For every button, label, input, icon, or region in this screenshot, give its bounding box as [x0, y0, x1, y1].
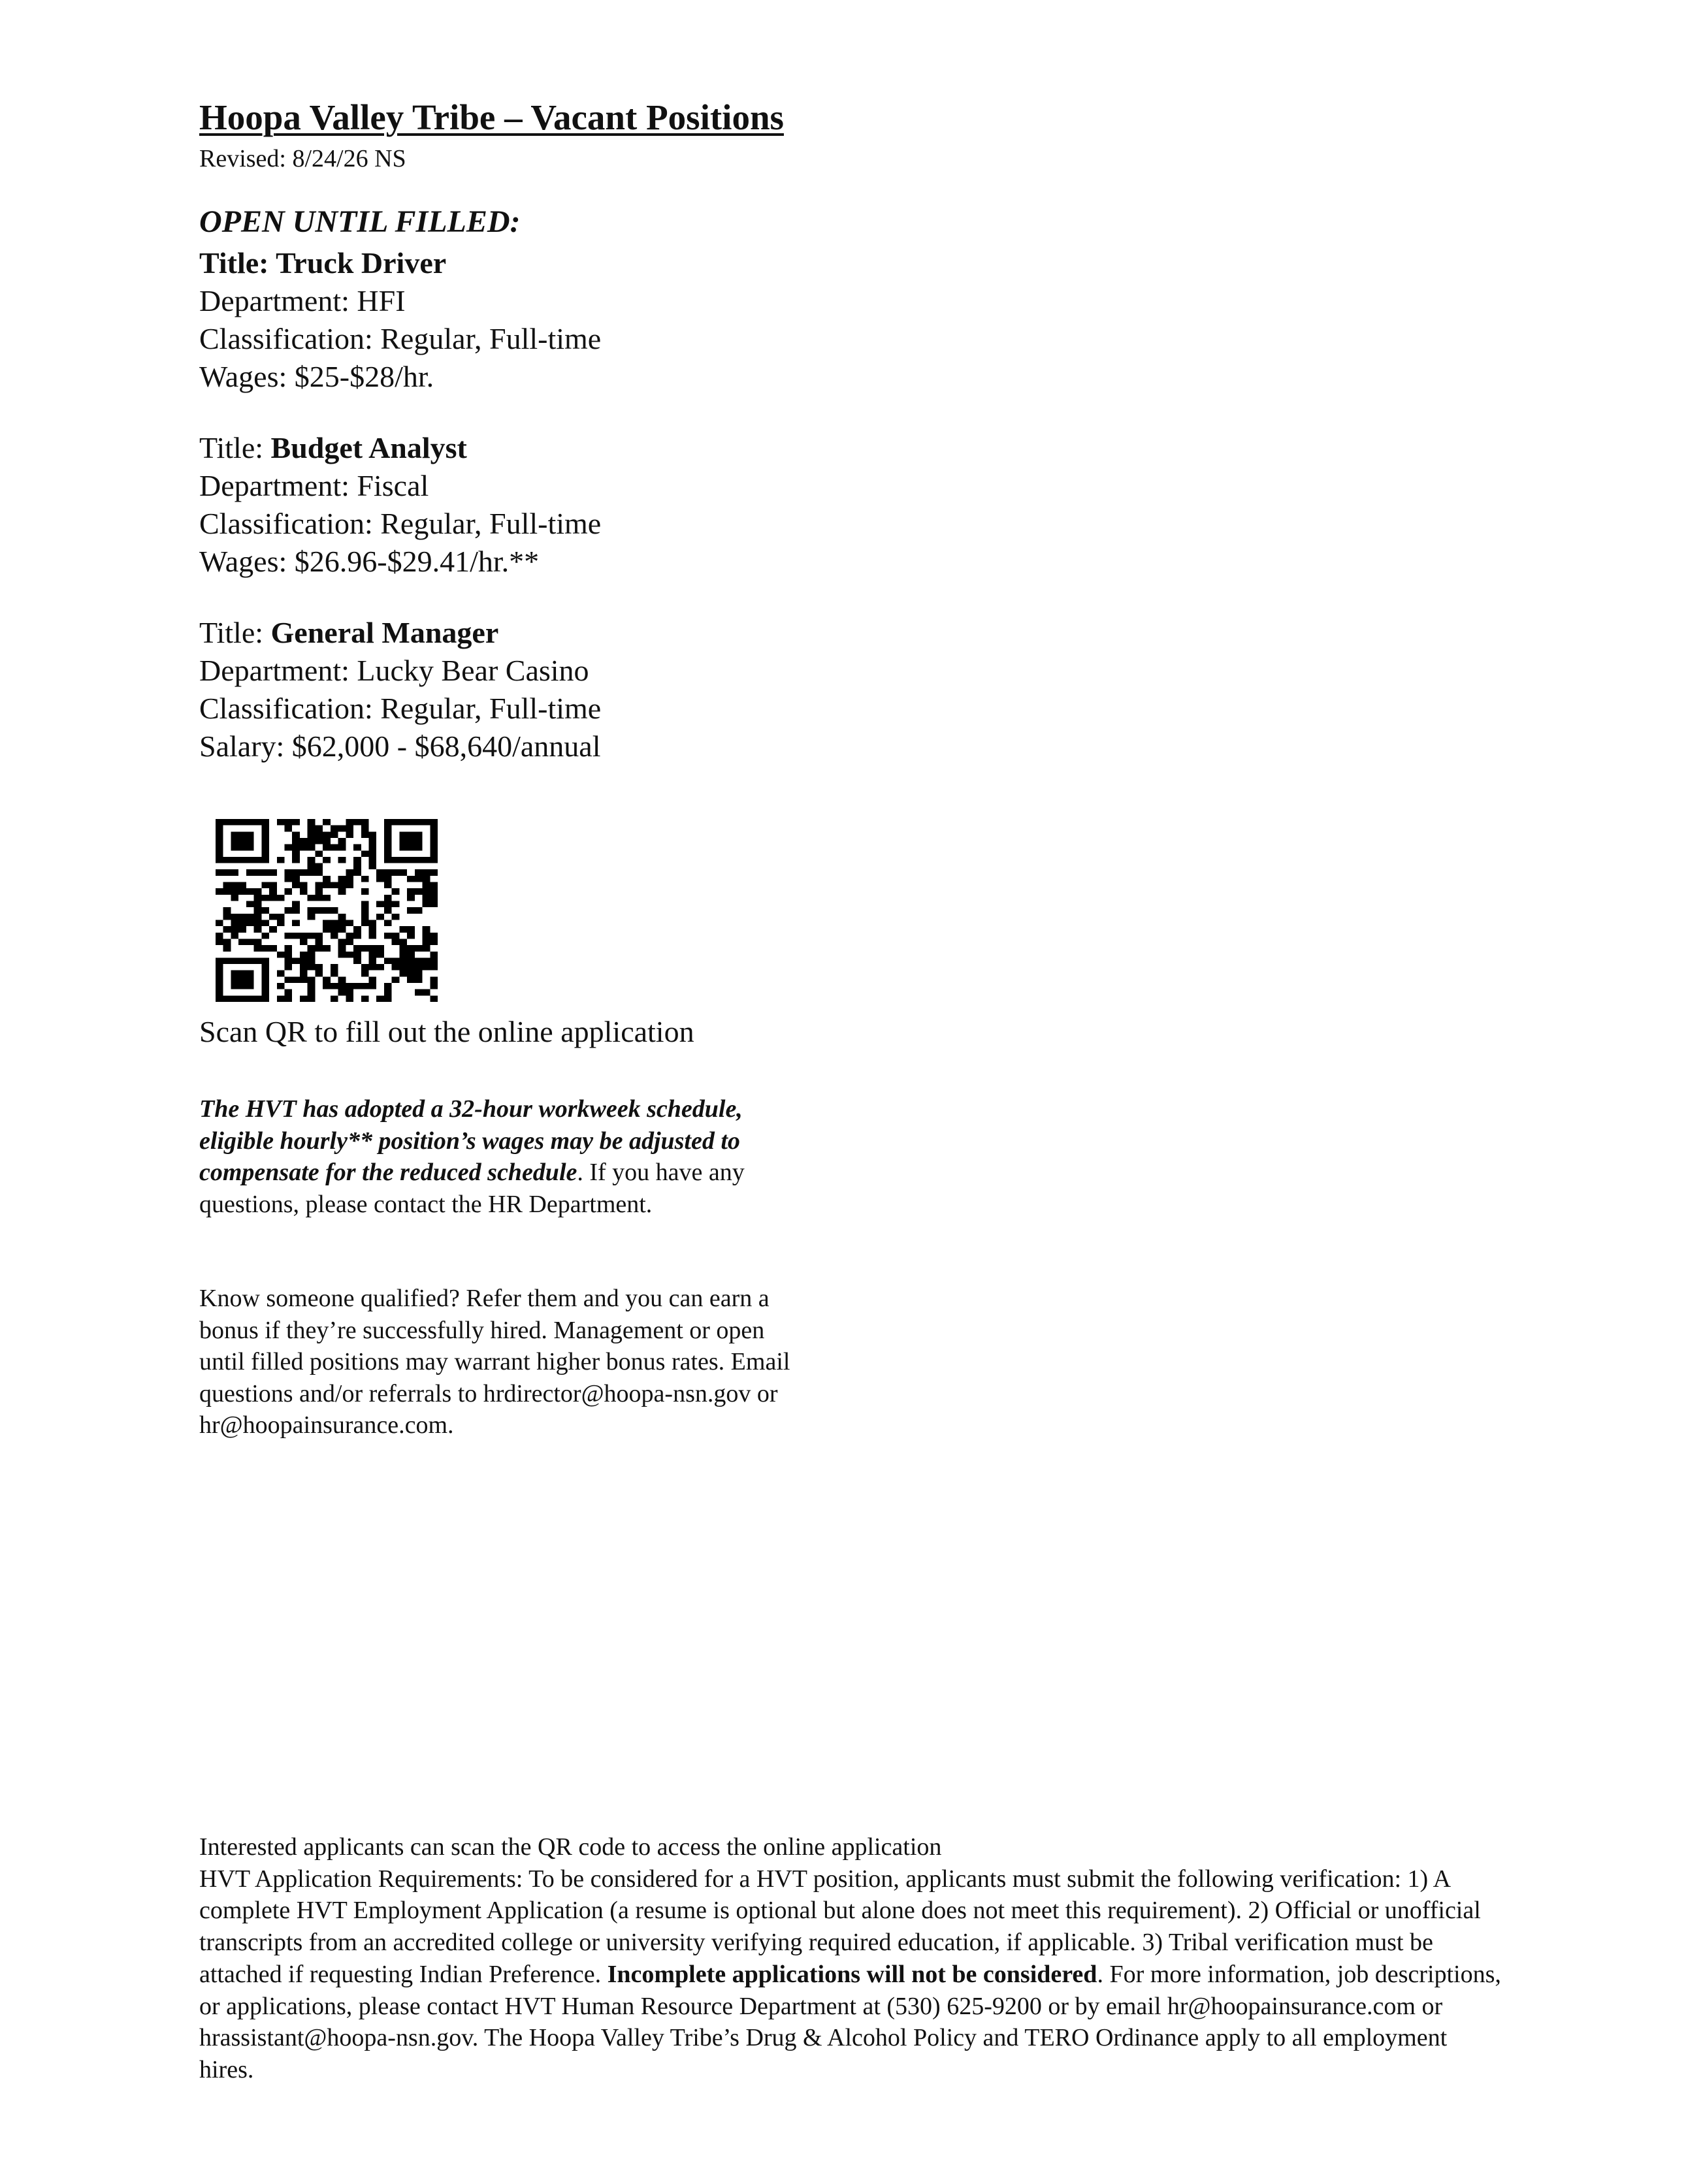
job-pay: Wages: $25-$28/hr.	[199, 360, 434, 393]
footer-requirements-paragraph	[199, 1863, 1506, 2086]
job-department: Department: HFI	[199, 284, 406, 317]
job-title-label: Title:	[199, 616, 271, 649]
policy-rest: . If you have any questions, please contact the HR Department.	[199, 1159, 745, 1218]
referral-bonus-note: Know someone qualified? Refer them and you can earn a bonus if they’re successfully hired. Management or open until filled positions may warrant higher bonus rates. Email questions and/or referrals to hrdirector@hoopa-nsn.gov or hr@hoopainsurance.com.	[199, 1285, 790, 1439]
job-title-label: Title:	[199, 246, 276, 280]
job-title: Budget Analyst	[270, 431, 467, 464]
qr-code-icon[interactable]	[216, 819, 438, 1002]
application-requirements	[199, 1831, 1506, 2086]
job-department: Department: Fiscal	[199, 469, 429, 502]
job-title-line	[199, 244, 601, 282]
job-listing-truck-driver	[199, 244, 601, 396]
job-title-label: Title:	[199, 431, 271, 464]
job-title: Truck Driver	[276, 246, 447, 280]
revised-date: Revised: 8/24/26 NS	[199, 145, 406, 172]
job-title-line	[199, 614, 601, 652]
job-listing-budget-analyst	[199, 429, 601, 581]
job-pay: Wages: $26.96-$29.41/hr.**	[199, 545, 540, 578]
job-department: Department: Lucky Bear Casino	[199, 654, 589, 687]
incomplete-warning: Incomplete applications will not be considered	[601, 1960, 1097, 1988]
workweek-policy-note	[199, 1093, 807, 1220]
job-classification: Classification: Regular, Full-time	[199, 322, 602, 355]
job-title-line	[199, 429, 601, 467]
job-title: General Manager	[270, 616, 499, 649]
job-pay: Salary: $62,000 - $68,640/annual	[199, 730, 601, 763]
requirements-text: HVT Application Requirements: To be considered for a HVT position, applicants must submit the following verification: 1) A complete HVT Employment Application (a resume is optional but alone does not meet this requirement). 2) Official or unofficial transcripts from an accredited college or university verifying required education, if applicable. 3) Tribal verification must be attached if requesting Indian Preference.	[199, 1865, 1481, 1988]
page-title: Hoopa Valley Tribe – Vacant Positions	[199, 97, 784, 137]
job-classification: Classification: Regular, Full-time	[199, 507, 602, 540]
contact-text: . For more information, job descriptions, or applications, please contact HVT Human Resource Department at (530) 625-9200 or by email hr@hoopainsurance.com or hrassistant@hoopa-nsn.gov. The Hoopa Valley Tribe’s Drug & Alcohol Policy and TERO Ordinance apply to all employment hires.	[199, 1960, 1501, 2083]
job-classification: Classification: Regular, Full-time	[199, 692, 602, 725]
qr-caption: Scan QR to fill out the online application	[199, 1015, 694, 1048]
policy-emphasis: The HVT has adopted a 32-hour workweek schedule, eligible hourly** position’s wages may be adjusted to compensate for the reduced schedule	[199, 1095, 743, 1186]
job-listing-general-manager	[199, 614, 601, 765]
footer-intro: Interested applicants can scan the QR code to access the online application	[199, 1833, 942, 1861]
open-until-filled-heading: OPEN UNTIL FILLED:	[199, 204, 521, 239]
